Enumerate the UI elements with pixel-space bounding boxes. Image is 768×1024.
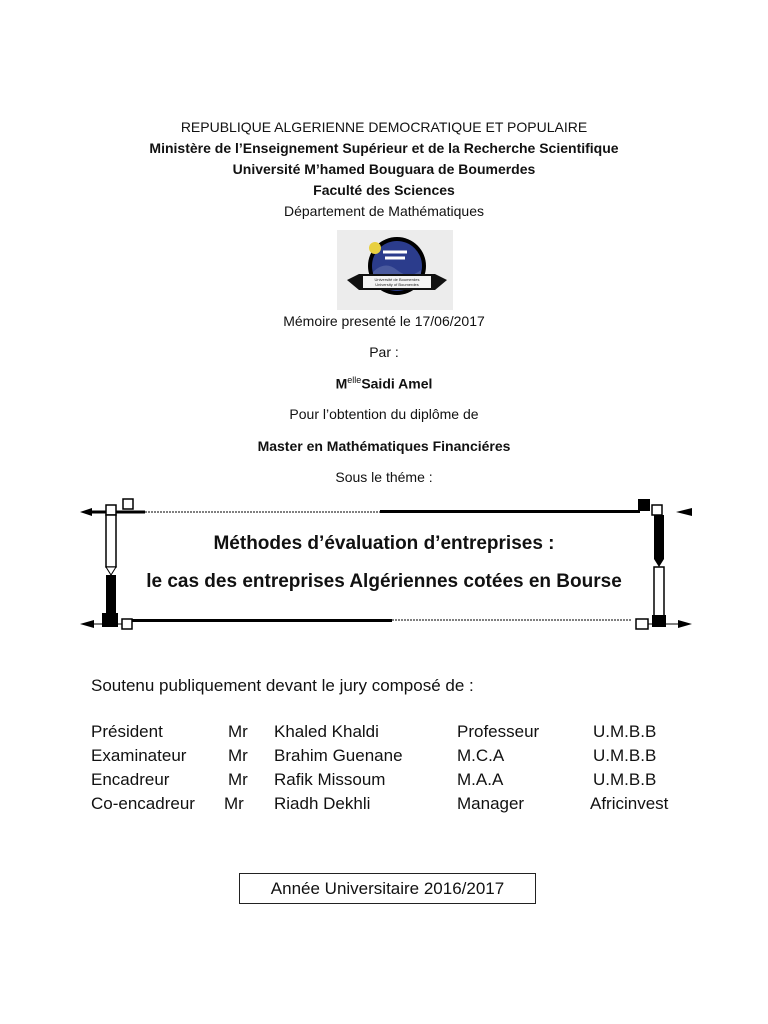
logo-caption-en: University of Boumerdes	[375, 282, 419, 287]
jury-grade: Professeur	[457, 722, 540, 741]
jury-role: Co-encadreur	[91, 794, 195, 813]
presentation-date: Mémoire presenté le 17/06/2017	[283, 313, 485, 329]
jury-institution: U.M.B.B	[593, 722, 657, 741]
purpose-text: Pour l’obtention du diplôme de	[289, 406, 479, 422]
jury-institution: Africinvest	[590, 794, 669, 813]
ministry-heading: Ministère de l’Enseignement Supérieur et de la Recherche Scientifique	[149, 140, 619, 156]
jury-title: Mr	[224, 794, 244, 813]
jury-row	[0, 746, 768, 770]
jury-role: Encadreur	[91, 770, 170, 789]
academic-year-box: Année Universitaire 2016/2017	[239, 873, 536, 904]
jury-row	[0, 794, 768, 818]
jury-grade: Manager	[457, 794, 525, 813]
theme-title-line1: Méthodes d’évaluation d’entreprises :	[213, 533, 555, 554]
department-heading: Département de Mathématiques	[284, 203, 484, 219]
jury-name: Khaled Khaldi	[274, 722, 379, 741]
jury-grade: M.C.A	[457, 746, 505, 765]
logo-caption-fr: Université de Boumerdes	[374, 277, 420, 282]
faculty-heading: Faculté des Sciences	[313, 182, 455, 198]
jury-name: Riadh Dekhli	[274, 794, 371, 813]
author-name: Saidi Amel	[361, 375, 433, 392]
jury-role: Examinateur	[91, 746, 187, 765]
theme-title-line2: le cas des entreprises Algériennes cotées en Bourse	[146, 571, 622, 592]
jury-role: Président	[91, 722, 163, 741]
university-logo	[337, 230, 453, 310]
jury-institution: U.M.B.B	[593, 770, 657, 789]
jury-name: Brahim Guenane	[274, 746, 403, 765]
author-prefix: M	[335, 375, 348, 392]
jury-title: Mr	[228, 722, 248, 741]
jury-intro: Soutenu publiquement devant le jury composé de :	[91, 676, 474, 695]
by-label: Par :	[369, 344, 399, 360]
jury-title: Mr	[228, 770, 248, 789]
jury-title: Mr	[228, 746, 248, 765]
republic-heading: REPUBLIQUE ALGERIENNE DEMOCRATIQUE ET POPULAIRE	[180, 119, 588, 135]
jury-institution: U.M.B.B	[593, 746, 657, 765]
jury-grade: M.A.A	[457, 770, 504, 789]
degree-title: Master en Mathématiques Financiéres	[257, 438, 511, 454]
jury-row	[0, 722, 768, 746]
jury-row	[0, 770, 768, 794]
theme-frame	[80, 495, 692, 635]
author-sup: elle	[347, 375, 362, 385]
university-heading: Université M’hamed Bouguara de Boumerdes	[232, 161, 536, 177]
theme-label: Sous le théme :	[335, 469, 433, 485]
jury-name: Rafik Missoum	[274, 770, 386, 789]
author-name-line	[0, 375, 768, 392]
university-seal-icon	[337, 230, 453, 310]
